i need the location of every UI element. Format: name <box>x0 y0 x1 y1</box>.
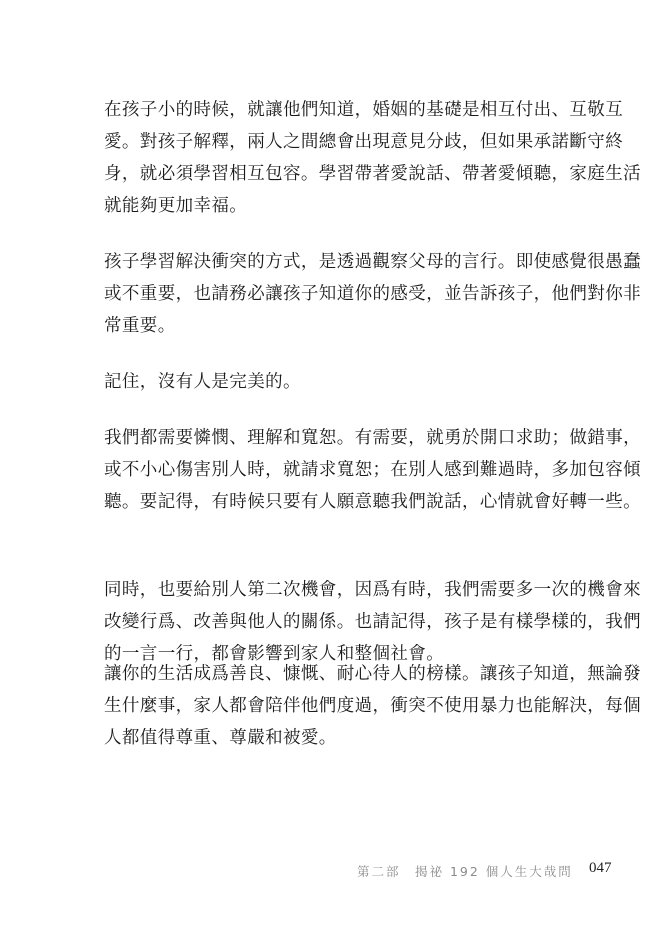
paragraph-second-chance <box>104 574 641 670</box>
text-line: 常重要。 <box>104 316 176 336</box>
text-line: 聽。要記得，有時候只要有人願意聽我們說話，心情就會好轉一些。 <box>104 492 641 512</box>
text-line: 記住，沒有人是完美的。 <box>104 372 301 392</box>
text-line: 或不重要，也請務必讓孩子知道你的感受，並告訴孩子，他們對你非 <box>104 284 641 304</box>
text-line: 身，就必須學習相互包容。學習帶著愛說話、帶著愛傾聽，家庭生活 <box>104 164 641 184</box>
page-footer <box>0 860 663 884</box>
text-line: 改變行爲、改善與他人的關係。也請記得，孩子是有樣學樣的，我們 <box>104 612 641 632</box>
paragraph-nobody-perfect <box>104 366 564 398</box>
page-number: 047 <box>589 860 612 876</box>
text-line: 或不小心傷害別人時，就請求寬恕；在別人感到難過時，多加包容傾 <box>104 460 641 480</box>
paragraph-conflict-learning <box>104 246 641 342</box>
text-line: 生什麼事，家人都會陪伴他們度過，衝突不使用暴力也能解決，每個 <box>104 696 641 716</box>
text-line: 人都值得尊重、尊嚴和被愛。 <box>104 728 337 748</box>
running-footer-section-title: 第二部 揭祕 192 個人生大哉問 <box>357 864 573 879</box>
paragraph-role-model <box>104 658 641 754</box>
text-line: 我們都需要憐憫、理解和寬恕。有需要，就勇於開口求助；做錯事， <box>104 428 641 448</box>
text-line: 同時，也要給別人第二次機會，因爲有時，我們需要多一次的機會來 <box>104 580 641 600</box>
text-line: 讓你的生活成爲善良、慷慨、耐心待人的榜樣。讓孩子知道，無論發 <box>104 664 641 684</box>
text-line: 在孩子小的時候，就讓他們知道，婚姻的基礎是相互付出、互敬互 <box>104 100 624 120</box>
text-line: 的一言一行，都會影響到家人和整個社會。 <box>104 644 445 664</box>
text-line: 愛。對孩子解釋，兩人之間總會出現意見分歧，但如果承諾斷守終 <box>104 132 624 152</box>
paragraph-marriage-foundation <box>104 94 641 222</box>
text-line: 孩子學習解決衝突的方式，是透過觀察父母的言行。即使感覺很愚蠢 <box>104 252 641 272</box>
paragraph-compassion <box>104 422 641 518</box>
text-line: 就能夠更加幸福。 <box>104 196 248 216</box>
